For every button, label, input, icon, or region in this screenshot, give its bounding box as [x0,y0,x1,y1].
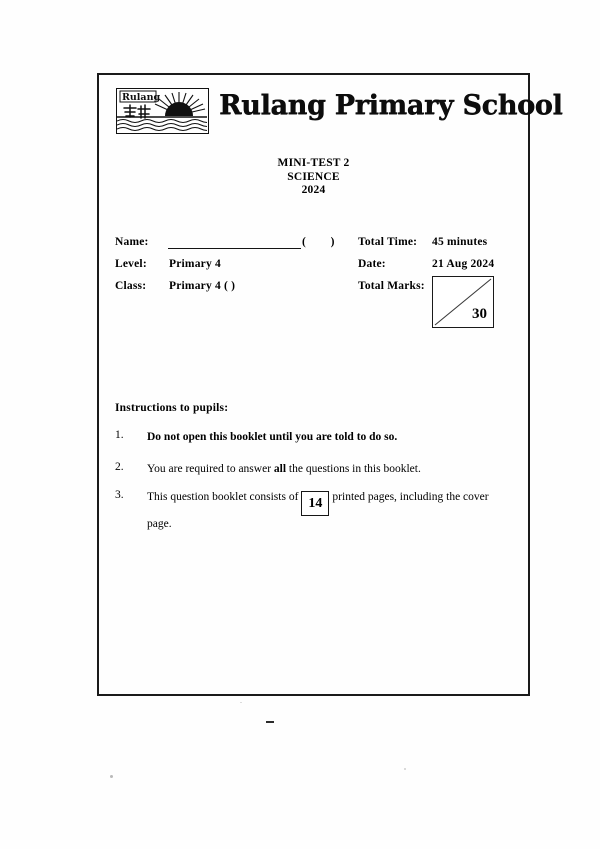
exam-year: 2024 [301,184,326,196]
name-index-parentheses[interactable]: ( ) [302,236,335,248]
class-label: Class: [115,280,147,292]
name-input-line[interactable] [168,248,301,249]
instruction-text-2-after: the questions in this booklet. [286,463,421,475]
instruction-item-1 [115,429,515,445]
exam-title: MINI-TEST 2 [277,157,350,169]
rising-sun-over-water-logo [116,88,209,134]
instruction-number-3: 3. [115,489,124,501]
document-header [99,75,563,150]
class-value[interactable]: Primary 4 ( ) [169,280,236,292]
instruction-text-2-before: You are required to answer [147,463,274,475]
instruction-number-1: 1. [115,429,124,441]
instruction-text-3-after: printed pages, including the cover page. [147,491,489,530]
instructions-heading: Instructions to pupils: [115,402,229,414]
candidate-details-form [99,228,528,343]
total-marks-box[interactable] [432,276,494,328]
instruction-text-3-before: This question booklet consists of [147,491,299,503]
exam-subject: SCIENCE [287,170,340,183]
exam-subtitle-block [99,157,528,198]
total-marks-value: 30 [472,306,487,322]
name-label: Name: [115,236,149,248]
instruction-text-1: Do not open this booklet until you are told to do so. [147,431,398,443]
instruction-number-2: 2. [115,461,124,473]
total-marks-label: Total Marks: [358,280,425,292]
instruction-item-3 [115,489,515,532]
instruction-text-3 [147,489,515,532]
date-value: 21 Aug 2024 [432,258,495,270]
scan-artifact-dash [266,721,274,723]
svg-text:Rulang: Rulang [122,92,161,103]
date-label: Date: [358,258,386,270]
scan-artifact-speck-right [404,768,406,770]
instruction-text-2 [147,461,515,477]
total-time-value: 45 minutes [432,236,488,248]
total-time-label: Total Time: [358,236,418,248]
level-label: Level: [115,258,147,270]
instruction-text-2-emphasis: all [273,463,287,475]
instruction-item-2 [115,461,515,477]
scan-artifact-speck-left [110,775,113,778]
school-name-title: Rulang Primary School [219,90,563,121]
page-count-box: 14 [301,491,329,516]
scan-artifact-speck-top [240,702,242,703]
level-value: Primary 4 [169,258,221,270]
